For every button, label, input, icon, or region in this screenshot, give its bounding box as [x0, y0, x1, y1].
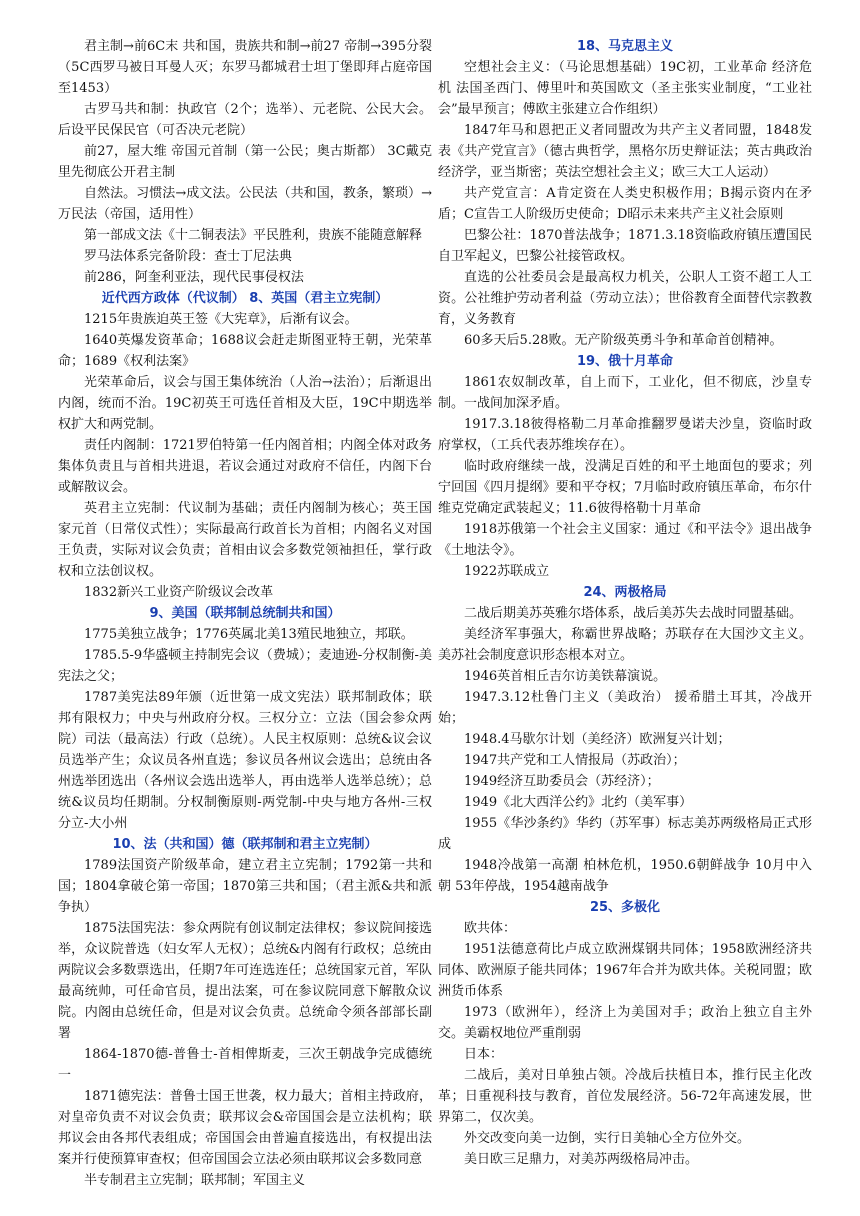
paragraph: 欧共体：: [464, 921, 517, 936]
paragraph: 1947共产党和工人情报局（苏政治）；: [464, 753, 686, 768]
paragraph: 1789法国资产阶级革命，建立君主立宪制；1792第一共和国；1804拿破仑第一帝国；1870第三共和国；（君主派&共和派争执）: [58, 858, 432, 915]
paragraph: 1955《华沙条约》华约（苏军事）标志美苏两级格局正式形成: [438, 816, 812, 852]
left-column: [58, 36, 432, 1191]
paragraph: 责任内阁制：1721罗伯特第一任内阁首相；内阁全体对政务集体负责且与首相共进退，若议会通过对政府不信任，内阁下台或解散议会。: [58, 438, 432, 495]
paragraph: 1949《北大西洋公约》北约（美军事）: [464, 795, 693, 810]
section-heading-multipolar: 25、多极化: [589, 900, 661, 915]
paragraph: 1775美独立战争；1776英属北美13殖民地独立，邦联。: [84, 627, 414, 642]
paragraph: 古罗马共和制：执政官（2个；选举）、元老院、公民大会。后设平民保民官（可否决元老院）: [58, 102, 432, 138]
paragraph: 1948.4马歇尔计划（美经济）欧洲复兴计划；: [464, 732, 731, 747]
paragraph: 1922苏联成立: [464, 564, 550, 579]
paragraph: 1847年马和恩把正义者同盟改为共产主义者同盟，1848发表《共产党宣言》（德古典哲学，黑格尔历史辩证法；英古典政治经济学，亚当斯密；英法空想社会主义；欧三大工人运动）: [438, 123, 812, 180]
paragraph: 二战后，美对日单独占领。冷战后扶植日本，推行民主化改革；日重视科技与教育，首位发展经济。56-72年高速发展，世界第二，仅次美。: [438, 1068, 812, 1125]
paragraph: 1861农奴制改革，自上而下，工业化，但不彻底，沙皇专制。一战间加深矛盾。: [438, 375, 812, 411]
paragraph: 1785.5-9华盛顿主持制宪会议（费城）；麦迪逊-分权制衡-美宪法之父；: [58, 648, 432, 684]
section-heading-marxism: 18、马克思主义: [576, 39, 674, 54]
section-heading-october-revolution: 19、俄十月革命: [576, 354, 674, 369]
paragraph: 1951法德意荷比卢成立欧洲煤钢共同体；1958欧洲经济共同体、欧洲原子能共同体；1967年合并为欧共体。关税同盟；欧洲货币体系: [438, 942, 812, 999]
paragraph: 60多天后5.28败。无产阶级英勇斗争和革命首创精神。: [464, 333, 783, 348]
paragraph: 1640英爆发资革命；1688议会赶走斯图亚特王朝，光荣革命；1689《权利法案》: [58, 333, 432, 369]
paragraph: 日本：: [464, 1047, 504, 1062]
paragraph: 1871德宪法：普鲁士国王世袭，权力最大；首相主持政府，对皇帝负责不对议会负责；联邦议会&帝国国会是立法机构；联邦议会由各邦代表组成；帝国国会由普遍直接选出，有权提出法案并行使预算审查权；但帝国国会立法必须由联邦议会多数同意: [58, 1089, 432, 1167]
section-heading-bipolar: 24、两极格局: [583, 585, 667, 600]
paragraph: 美经济军事强大，称霸世界战略；苏联存在大国沙文主义。美苏社会制度意识形态根本对立。: [438, 627, 812, 663]
paragraph: 1918苏俄第一个社会主义国家：通过《和平法令》退出战争《土地法令》。: [438, 522, 812, 558]
section-heading-usa: 9、美国（联邦制总统制共和国）: [149, 606, 341, 621]
paragraph: 1832新兴工业资产阶级议会改革: [84, 585, 274, 600]
paragraph: 美日欧三足鼎力，对美苏两级格局冲击。: [464, 1152, 699, 1167]
paragraph: 1973（欧洲年），经济上为美国对手；政治上独立自主外交。美霸权地位严重削弱: [438, 1005, 812, 1041]
paragraph: 光荣革命后，议会与国王集体统治（人治→法治）；后渐退出内阁，统而不治。19C初英王可选任首相及大臣，19C中期选举权扩大和两党制。: [58, 375, 432, 432]
paragraph: 第一部成文法《十二铜表法》平民胜利，贵族不能随意解释: [84, 228, 423, 243]
section-heading-western-uk: 近代西方政体（代议制） 8、英国（君主立宪制）: [101, 291, 389, 306]
paragraph: 临时政府继续一战，没满足百姓的和平土地面包的要求；列宁回国《四月提纲》要和平夺权；7月临时政府镇压革命，布尔什维克党确定武装起义；11.6彼得格勒十月革命: [438, 459, 812, 516]
paragraph: 1875法国宪法：参众两院有创议制定法律权；参议院间接选举，众议院普选（妇女军人无权）；总统&内阁有行政权；总统由两院议会多数票选出，任期7年可连选连任；总统国家元首，军队最高统帅，可任命官员，提出法案，可在参议院同意下解散众议院。内阁由总统任命，但是对议会负责。总统命令须各部部长副署: [58, 921, 432, 1041]
paragraph: 直选的公社委员会是最高权力机关，公职人工资不超工人工资。公社维护劳动者利益（劳动立法）；世俗教育全面替代宗教教育，义务教育: [438, 270, 812, 327]
paragraph: 1917.3.18彼得格勒二月革命推翻罗曼诺夫沙皇，资临时政府掌权，（工兵代表苏维埃存在）。: [438, 417, 812, 453]
paragraph: 自然法。习惯法→成文法。公民法（共和国，教条，繁琐）→万民法（帝国，适用性）: [58, 186, 432, 222]
paragraph: 外交改变向美一边倒，实行日美轴心全方位外交。: [464, 1131, 751, 1146]
paragraph: 1215年贵族迫英王签《大宪章》，后渐有议会。: [84, 312, 358, 327]
paragraph: 罗马法体系完备阶段：查士丁尼法典: [84, 249, 293, 264]
paragraph: 1864-1870德-普鲁士-首相俾斯麦，三次王朝战争完成德统一: [58, 1047, 432, 1083]
paragraph: 1787美宪法89年颁（近世第一成文宪法）联邦制政体；联邦有限权力；中央与州政府分权。三权分立：立法（国会参众两院）司法（最高法）行政（总统）。人民主权原则：总统&议会议员选举产生；众议员各州直选；参议员各州议会选出；总统由各州选举团选出（各州议会选出选举人，再由选举人选举总统）；总统&议员均任期制。分权制衡原则-两党制-中央与地方各州-三权分立-大小州: [58, 690, 432, 831]
paragraph: 前27，屋大维 帝国元首制（第一公民；奥古斯都） 3C戴克里先彻底公开君主制: [58, 144, 432, 180]
paragraph: 二战后期美苏英雅尔塔体系，战后美苏失去战时同盟基础。: [464, 606, 803, 621]
paragraph: 英君主立宪制：代议制为基础；责任内阁制为核心；英王国家元首（日常仪式性）；实际最高行政首长为首相；内阁名义对国王负责，实际对议会负责；首相由议会多数党领袖担任，掌行政权和立法创议权。: [58, 501, 432, 579]
paragraph: 半专制君主立宪制；联邦制；军国主义: [84, 1173, 306, 1188]
paragraph: 1946英首相丘吉尔访美铁幕演说。: [464, 669, 667, 684]
paragraph: 君主制→前6C末 共和国，贵族共和制→前27 帝制→395分裂（5C西罗马被日耳曼人灭；东罗马都城君士坦丁堡即拜占庭帝国至1453）: [58, 39, 432, 96]
paragraph: 共产党宣言：A肯定资在人类史积极作用；B揭示资内在矛盾；C宣告工人阶级历史使命；D昭示未来共产主义社会原则: [438, 186, 812, 222]
paragraph: 空想社会主义：（马论思想基础）19C初，工业革命 经济危机 法国圣西门、傅里叶和英国欧文（圣主张实业制度，“工业社会”最早预言；傅欧主张建立合作组织）: [438, 60, 812, 117]
paragraph: 前286，阿奎利亚法，现代民事侵权法: [84, 270, 304, 285]
right-column: [438, 36, 812, 1170]
section-heading-france-germany: 10、法（共和国）德（联邦制和君主立宪制）: [112, 837, 378, 852]
paragraph: 巴黎公社：1870普法战争；1871.3.18资临政府镇压遭国民自卫军起义，巴黎公社接管政权。: [438, 228, 812, 264]
paragraph: 1949经济互助委员会（苏经济）；: [464, 774, 660, 789]
paragraph: 1948冷战第一高潮 柏林危机，1950.6朝鲜战争 10月中入朝 53年停战，1954越南战争: [438, 858, 812, 894]
paragraph: 1947.3.12杜鲁门主义（美政治） 援希腊土耳其，冷战开始；: [438, 690, 812, 726]
